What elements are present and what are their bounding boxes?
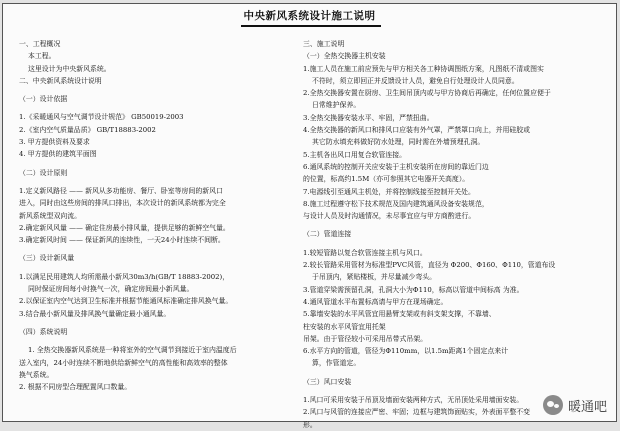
text-line: 3.确定新风时间 —— 保证新风的连续性，一天24小时连续不间断。 (19, 236, 225, 245)
text-line: 新风系统型双向流。 (19, 211, 82, 220)
text-line: 这里设计为中央新风系统。 (28, 64, 111, 73)
text-line: 6.通风系统的控制开关应安装于主机安装所在房间的靠近门边 (303, 162, 489, 171)
text-line: 5.主机各出风口用复合软管连接。 (303, 150, 407, 159)
text-line: 6.水平方向的管道，管径为Φ110mm，以1.5m距离1个固定点来计 (303, 347, 509, 356)
text-line: （二）设计原则 (19, 168, 68, 177)
text-line: 4. 甲方提供的建筑平面图 (19, 150, 97, 159)
text-line: 2.全热交换器安置在厨房、卫生间吊顶内或与甲方协商后再确定，任何位置应便于 (303, 89, 551, 98)
text-line: 3.管道穿梁需预留孔洞，孔洞大小为Φ110，标高以管道中间标高 为准。 (303, 285, 524, 294)
watermark (543, 395, 607, 415)
text-line: 3.结合最小新风量及排风换气量确定最小通风量。 (19, 309, 171, 318)
text-line: （四）系统说明 (19, 327, 68, 336)
text-line: 7.电源线引至通风主机处，并将控制线接至控制开关处。 (303, 187, 475, 196)
text-line: 5.靠墙安装的水平风管宜用悬臂支架或有斜支架支撑，不靠墙、 (303, 310, 496, 319)
page-title: 中央新风系统设计施工说明 (243, 10, 376, 22)
text-line: 进入，同时由这些房间的排风口排出，本次设计的新风系统都为完全 (19, 199, 226, 208)
text-line: 1.以满足民用建筑人均所需最小新风30m3/h(GB/T 18883-2002)， (19, 272, 230, 281)
text-line: 日常维护保养。 (312, 101, 361, 110)
text-line: 其它防水填充料做好防水处理，同时需在外墙预埋孔洞。 (312, 138, 485, 147)
text-line: 于吊顶内，紧贴楼板，并尽量减少弯头。 (312, 273, 437, 282)
text-line: 8.施工过程遵守松下技术规范及国内建筑通风设备安装规范， (303, 199, 489, 208)
text-line: 2.确定新风风量 —— 确定住房最小排风量，提供足够的新鲜空气量。 (19, 223, 230, 232)
text-line: 1.施工人员在施工前应预先与甲方相关各工种协调图纸方案，凡图纸不清或图实 (303, 64, 544, 73)
text-line: （三）风口安装 (303, 377, 352, 386)
right-column (303, 38, 608, 431)
text-line: 2.风口与风管的连接应严密、牢固；边框与建筑饰面贴实，外表面平整不变 (303, 408, 531, 417)
text-line: 的位置，标高约1.5M（亦可参照其它电器开关高度）。 (303, 175, 470, 184)
text-line: 送入室内，24小时连续不断地供给新鲜空气的高性能和高效率的整体 (19, 358, 228, 367)
title-underline (241, 25, 381, 27)
text-line: （一）全热交换器主机安装 (303, 52, 386, 61)
text-line: （一）设计依据 (19, 95, 68, 104)
text-line: （三）设计新风量 (19, 254, 75, 263)
text-line: 算，作管道定。 (312, 359, 361, 368)
text-line: 本工程。 (28, 52, 56, 61)
text-line: 二、中央新风系统设计说明 (19, 76, 102, 85)
text-line: 3. 甲方提供资料及要求 (19, 138, 90, 147)
text-line: 三、施工说明 (303, 40, 345, 48)
text-line: 1.较短管路以复合软管连接主机与风口。 (303, 248, 427, 257)
text-line: 3.全热交换器安装水平、牢固，严禁扭曲。 (303, 113, 434, 122)
text-line: 2. 根据不同房型合理配置风口数量。 (19, 383, 132, 392)
text-line: （二）管道连接 (303, 230, 352, 239)
text-line: 柱安装的水平风管宜用托架 (303, 322, 386, 331)
text-line: 一、工程概况 (19, 40, 61, 48)
text-line: 形。 (303, 420, 317, 429)
text-line: 1.风口可采用安装于吊顶及墙面安装两种方式，无吊顶处采用墙面安装。 (303, 396, 524, 405)
text-line: 1. 全热交换器新风系统是一种将室外的空气调节到接近于室内温度后 (28, 346, 237, 355)
text-line: 1.《采暖通风与空气调节设计规范》 GB50019-2003 (19, 113, 184, 122)
wechat-icon (543, 395, 563, 415)
text-line: 2.以保证室内空气达到卫生标准并根据节能通风标准确定排风换气量。 (19, 297, 233, 306)
text-line: 与设计人员及时沟通情况，未尽事宜应与甲方商酌进行。 (303, 212, 476, 221)
watermark-text: 暖通吧 (567, 399, 607, 415)
left-column (19, 38, 294, 393)
text-line: 换气系统。 (19, 370, 54, 379)
text-line: 4.通风管道水平布置标高请与甲方在现场确定。 (303, 297, 448, 306)
text-line: 4.全热交换器的新风口和排风口应装有外气罩，严禁罩口向上，并用硅胶或 (303, 126, 531, 135)
text-line: 2.《室内空气质量品质》 GB/T18883-2002 (19, 125, 156, 134)
text-line: 2.较长管路采用管材为标准型PVC风管，直径为 Φ200、Φ160、Φ110，管道布设 (303, 261, 556, 270)
text-line: 吊架。由于管径较小可采用吊带式吊架。 (303, 334, 428, 343)
text-line: 同时保证房间每小时换气一次，确定房间最小新风量。 (28, 285, 194, 294)
text-line: 不符时，须立即回正并反馈设计人员，避免自行处理设计人员同意。 (312, 76, 519, 85)
drawing-sheet (2, 3, 617, 429)
text-line: 1.定义新风路径 —— 新风从多功能房、餐厅、卧室等房间的新风口 (19, 186, 223, 195)
